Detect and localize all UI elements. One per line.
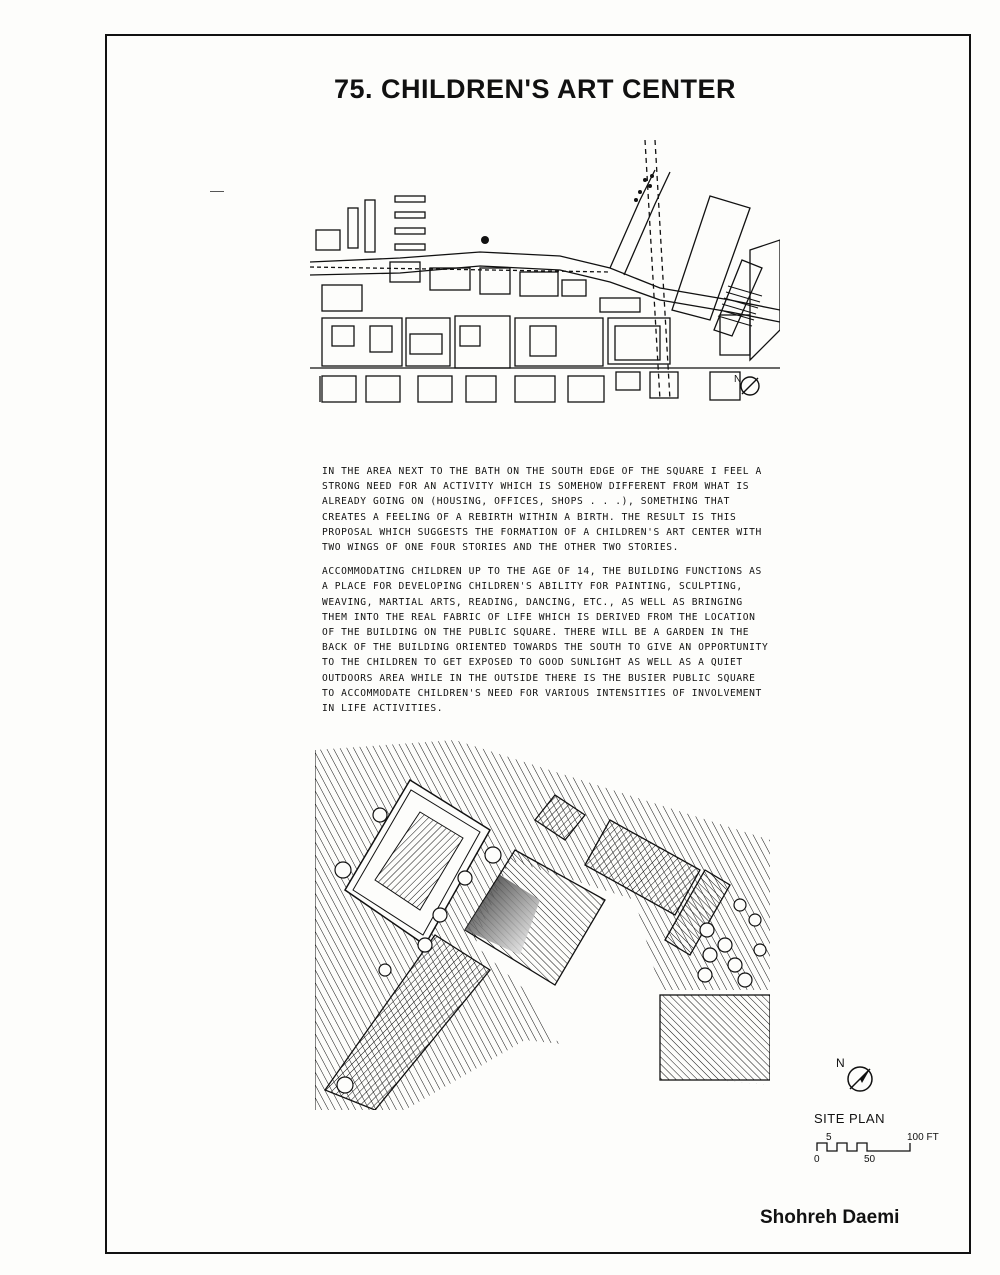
scale-bar <box>812 1131 952 1171</box>
site-plan-drawing <box>315 740 770 1110</box>
north-arrow-icon <box>836 1055 876 1095</box>
description-paragraph-2: ACCOMMODATING CHILDREN UP TO THE AGE OF 14, THE BUILDING FUNCTIONS AS A PLACE FOR DEVELOPING CHILDREN'S ABILITY FOR PAINTING, SCULPTING, WEAVING, MARTIAL ARTS, READING, DANCING, ETC., AS WELL AS BRINGING THEM INTO THE REAL FABRIC OF LIFE WHICH IS DERIVED FROM THE LOCATION OF THE BUILDING ON THE PUBLIC SQUARE. THERE WILL BE A GARDEN IN THE BACK OF THE BUILDING ORIENTED TOWARDS THE SOUTH TO GIVE AN OPPORTUNITY TO THE CHILDREN TO GET EXPOSED TO GOOD SUNLIGHT AS WELL AS A QUIET OUTDOORS AREA WHILE IN THE OUTSIDE THERE IS THE BUSIER PUBLIC SQUARE TO ACCOMMODATE CHILDREN'S NEED FOR VARIOUS INTENSITIES OF INVOLVEMENT IN LIFE ACTIVITIES. <box>322 566 769 715</box>
compass-letter: N <box>836 1056 845 1070</box>
stray-pen-mark <box>210 191 224 192</box>
svg-text:N: N <box>734 374 742 385</box>
author-name: Shohreh Daemi <box>760 1207 900 1228</box>
location-plan-drawing <box>310 140 780 410</box>
scale-label-50: 50 <box>864 1154 876 1165</box>
page-title: 75. CHILDREN'S ART CENTER <box>334 74 736 104</box>
description-text <box>322 464 772 725</box>
scale-label-0: 0 <box>814 1154 820 1165</box>
north-arrow-icon <box>732 370 762 400</box>
description-paragraph-1: IN THE AREA NEXT TO THE BATH ON THE SOUTH EDGE OF THE SQUARE I FEEL A STRONG NEED FOR AN ACTIVITY WHICH IS SOMEHOW DIFFERENT FROM WHAT IS ALREADY GOING ON (HOUSING, OFFICES, SHOPS . . .), SOMETHING THAT CREATES A FEELING OF A REBIRTH WITHIN A BIRTH. THE RESULT IS THIS PROPOSAL WHICH SUGGESTS THE FORMATION OF A CHILDREN'S ART CENTER WITH TWO WINGS OF ONE FOUR STORIES AND THE OTHER TWO STORIES. <box>322 466 762 554</box>
scale-label-100ft: 100 FT <box>907 1132 939 1143</box>
scale-label-5: 5 <box>826 1132 832 1143</box>
site-plan-label: SITE PLAN <box>814 1111 885 1126</box>
